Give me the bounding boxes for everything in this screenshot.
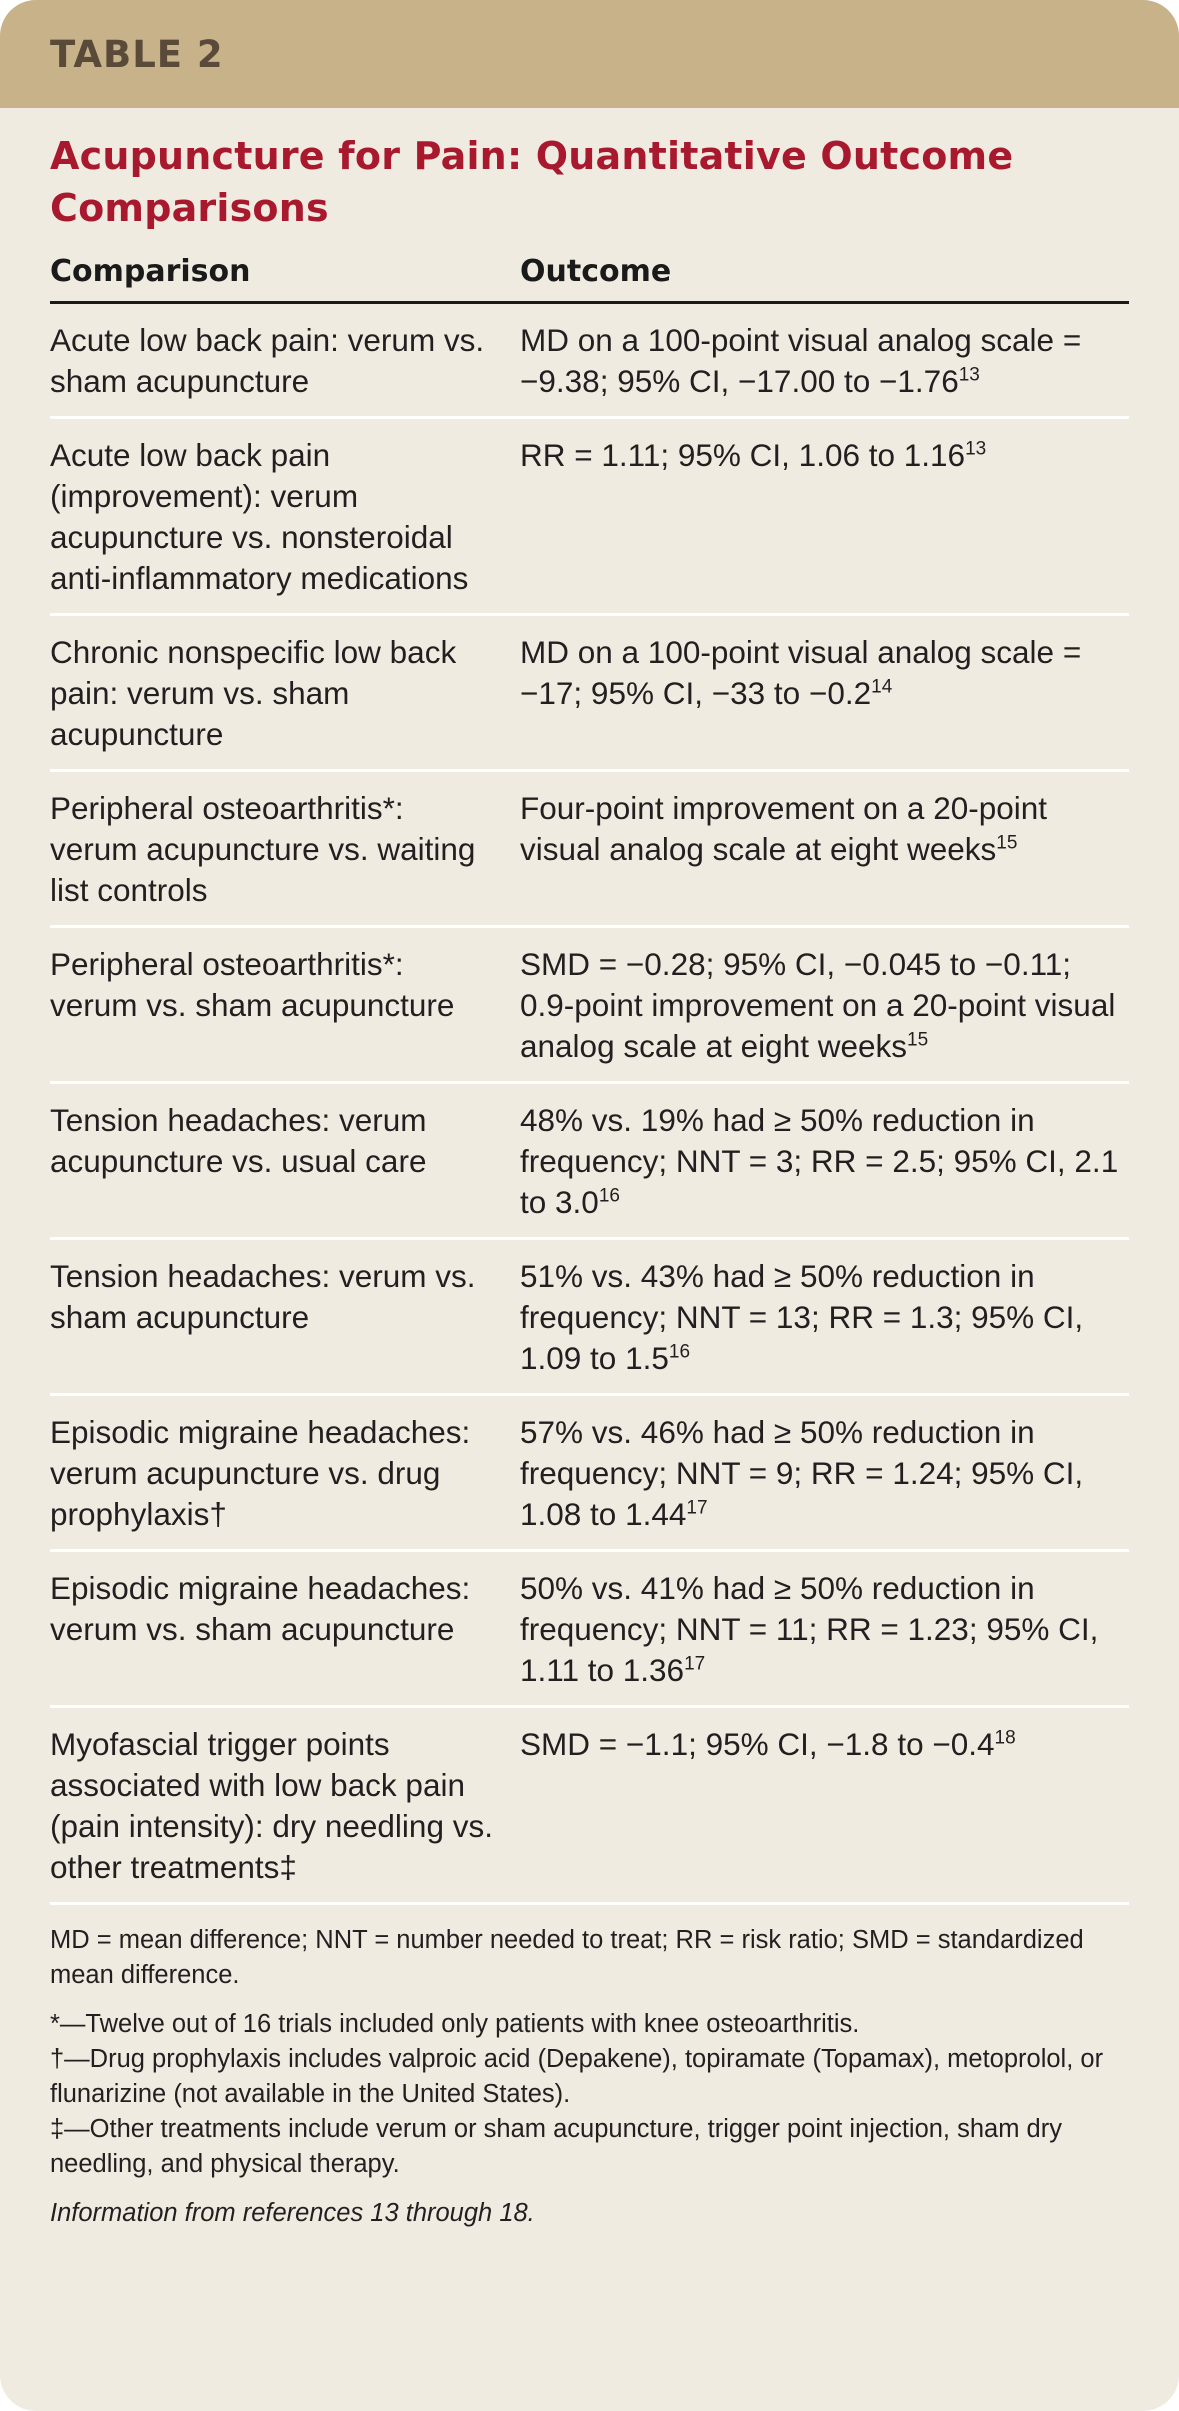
- reference-superscript: 15: [996, 832, 1018, 854]
- table-label: TABLE 2: [50, 32, 224, 76]
- column-header-comparison: Comparison: [50, 254, 251, 289]
- outcome-text: 50% vs. 41% had ≥ 50% reduction in frequency; NNT = 11; RR = 1.23; 95% CI, 1.11 to 1.36: [520, 1570, 1099, 1688]
- outcome-text: Four-point improvement on a 20-point visual analog scale at eight weeks: [520, 790, 1048, 867]
- comparison-cell: Myofascial trigger points associated with low back pain (pain intensity): dry needling vs. other treatments‡: [50, 1726, 493, 1885]
- outcome-cell: [520, 1256, 1129, 1379]
- table-row: [50, 1396, 1129, 1552]
- abbreviations-note: MD = mean difference; NNT = number needed to treat; RR = risk ratio; SMD = standardized mean difference.: [50, 1926, 1084, 1989]
- table-row: [50, 1552, 1129, 1708]
- outcome-text: MD on a 100-point visual analog scale = −9.38; 95% CI, −17.00 to −1.76: [520, 322, 1082, 399]
- reference-superscript: 14: [871, 676, 893, 698]
- reference-superscript: 16: [668, 1341, 691, 1363]
- reference-superscript: 16: [598, 1185, 620, 1207]
- outcome-cell: [520, 944, 1129, 1067]
- table-row: [50, 304, 1129, 419]
- outcome-cell: [520, 788, 1129, 911]
- source-note: Information from references 13 through 18.: [50, 2199, 535, 2227]
- comparison-cell: Episodic migraine headaches: verum acupuncture vs. drug prophylaxis†: [50, 1414, 471, 1532]
- comparison-cell: Tension headaches: verum acupuncture vs. usual care: [50, 1102, 427, 1179]
- outcome-text: 57% vs. 46% had ≥ 50% reduction in frequency; NNT = 9; RR = 1.24; 95% CI, 1.08 to 1.44: [520, 1414, 1084, 1532]
- outcome-text: SMD = −1.1; 95% CI, −1.8 to −0.4: [520, 1726, 995, 1762]
- outcome-cell: [520, 435, 1129, 599]
- outcome-text: MD on a 100-point visual analog scale = −17; 95% CI, −33 to −0.2: [520, 634, 1082, 711]
- footnote-1: *—Twelve out of 16 trials included only patients with knee osteoarthritis.: [50, 2010, 860, 2038]
- reference-superscript: 15: [907, 1029, 929, 1051]
- comparison-cell: Tension headaches: verum vs. sham acupuncture: [50, 1258, 476, 1335]
- table-row: [50, 928, 1129, 1084]
- reference-superscript: 13: [958, 364, 980, 386]
- column-header-outcome: Outcome: [520, 254, 672, 289]
- comparison-cell: Chronic nonspecific low back pain: verum vs. sham acupuncture: [50, 634, 457, 752]
- comparison-cell: Episodic migraine headaches: verum vs. sham acupuncture: [50, 1570, 471, 1647]
- outcome-cell: [520, 1568, 1129, 1691]
- table-row: [50, 1708, 1129, 1905]
- table-body: [50, 304, 1129, 1905]
- table-row: [50, 1240, 1129, 1396]
- footnotes: [50, 1905, 1129, 2231]
- footnote-3: ‡—Other treatments include verum or sham acupuncture, trigger point injection, sham dry needling, and physical therapy.: [50, 2115, 1062, 2178]
- reference-superscript: 13: [965, 438, 987, 460]
- outcome-text: 51% vs. 43% had ≥ 50% reduction in frequency; NNT = 13; RR = 1.3; 95% CI, 1.09 to 1.5: [520, 1258, 1084, 1376]
- footnote-2: †—Drug prophylaxis includes valproic acid (Depakene), topiramate (Topamax), metoprolol, or flunarizine (not available in the United States).: [50, 2045, 1104, 2108]
- column-headers: [50, 244, 1129, 304]
- table-row: [50, 419, 1129, 616]
- reference-superscript: 17: [684, 1653, 706, 1675]
- outcome-cell: [520, 1100, 1129, 1223]
- outcome-cell: [520, 320, 1129, 402]
- comparison-cell: Peripheral osteoarthritis*: verum vs. sham acupuncture: [50, 946, 455, 1023]
- comparison-cell: Acute low back pain: verum vs. sham acupuncture: [50, 322, 485, 399]
- outcome-cell: [520, 1724, 1129, 1888]
- outcome-text: RR = 1.11; 95% CI, 1.06 to 1.16: [520, 437, 966, 473]
- table-row: [50, 1084, 1129, 1240]
- outcome-text: SMD = −0.28; 95% CI, −0.045 to −0.11; 0.9-point improvement on a 20-point visual analog scale at eight weeks: [520, 946, 1116, 1064]
- outcome-text: 48% vs. 19% had ≥ 50% reduction in frequency; NNT = 3; RR = 2.5; 95% CI, 2.1 to 3.0: [520, 1102, 1119, 1220]
- comparison-cell: Acute low back pain (improvement): verum acupuncture vs. nonsteroidal anti-inflammatory medications: [50, 437, 469, 596]
- table-row: [50, 616, 1129, 772]
- outcome-cell: [520, 632, 1129, 755]
- reference-superscript: 18: [994, 1727, 1016, 1749]
- table-header-band: [0, 0, 1179, 108]
- table-content: [0, 108, 1179, 2231]
- comparison-cell: Peripheral osteoarthritis*: verum acupuncture vs. waiting list controls: [50, 790, 476, 908]
- reference-superscript: 17: [686, 1497, 708, 1519]
- table-row: [50, 772, 1129, 928]
- table-title: Acupuncture for Pain: Quantitative Outcome Comparisons: [50, 134, 1014, 230]
- outcome-cell: [520, 1412, 1129, 1535]
